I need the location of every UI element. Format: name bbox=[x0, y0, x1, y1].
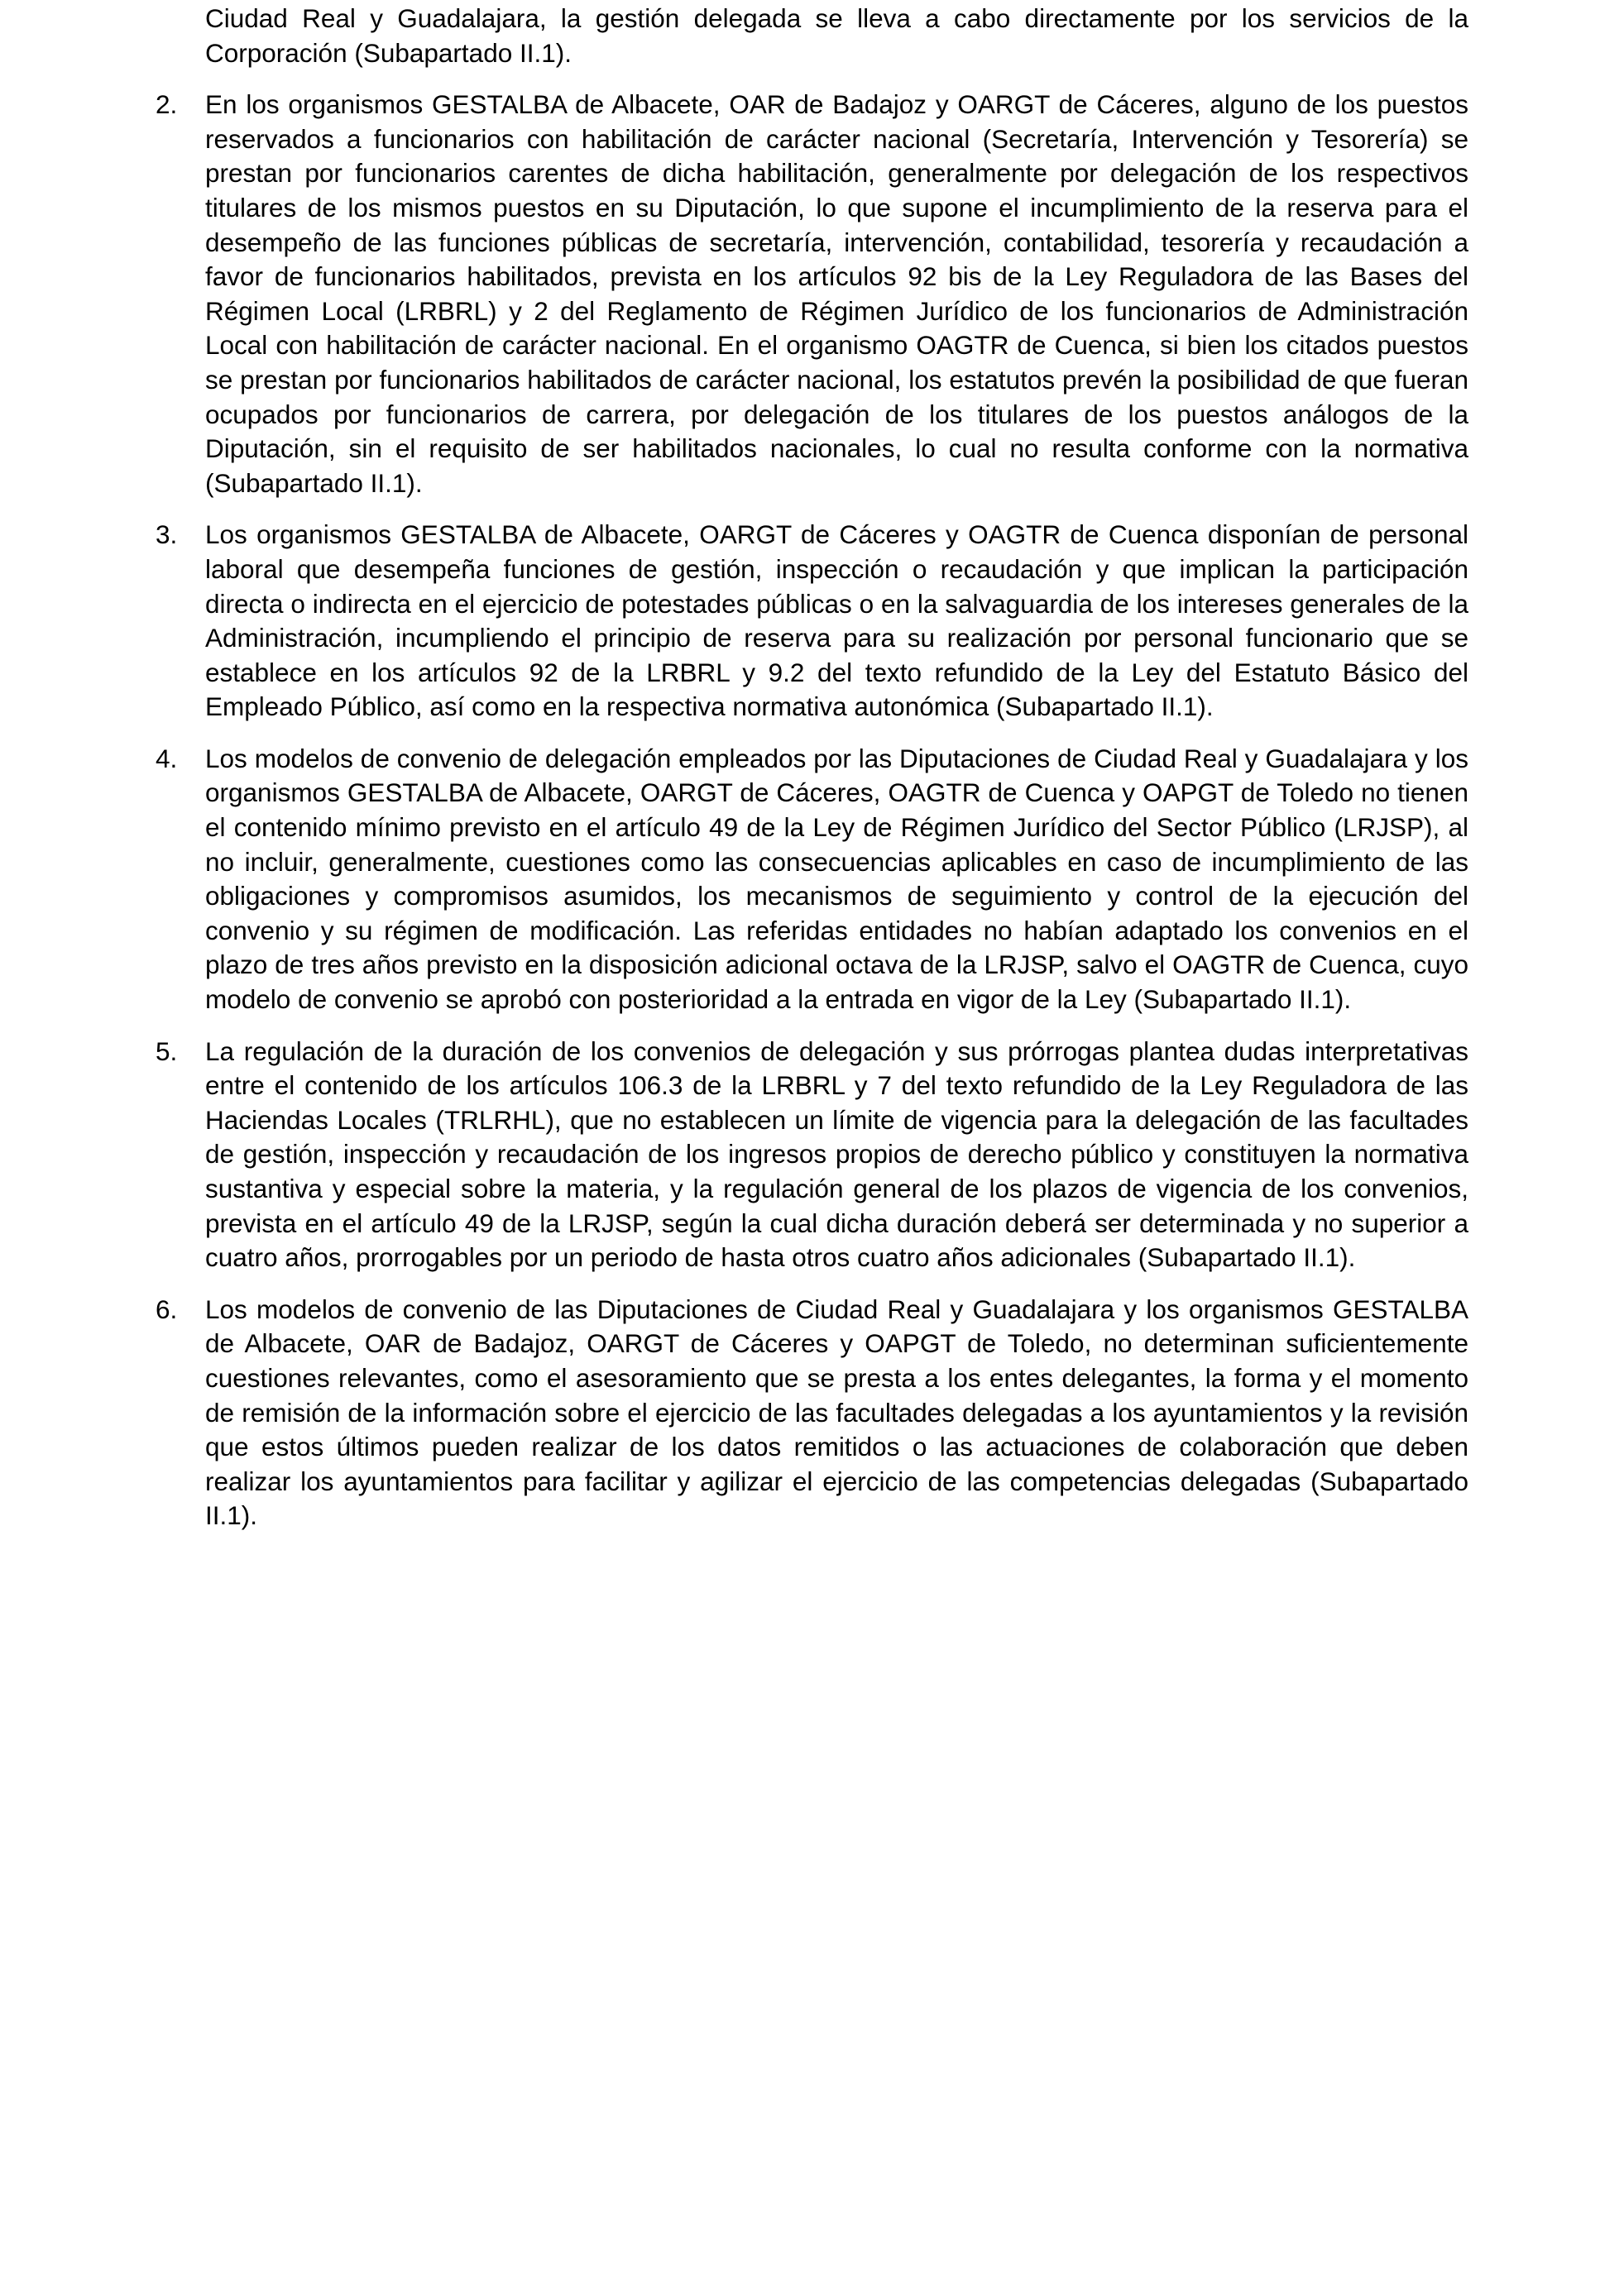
list-item-text: Los organismos GESTALBA de Albacete, OARGT de Cáceres y OAGTR de Cuenca disponían de personal laboral que desempeña funciones de gestión, inspección o recaudación y que implican la participación directa o indirecta en el ejercicio de potestades públicas o en la salvaguardia de los intereses generales de la Administración, incumpliendo el principio de reserva para su realización por personal funcionario que se establece en los artículos 92 de la LRBRL y 9.2 del texto refundido de la Ley del Estatuto Básico del Empleado Público, así como en la respectiva normativa autonómica (Subapartado II.1). bbox=[205, 519, 1468, 722]
list-item-text: Los modelos de convenio de delegación empleados por las Diputaciones de Ciudad Real y Guadalajara y los organismos GESTALBA de Albacete, OARGT de Cáceres, OAGTR de Cuenca y OAPGT de Toledo no tienen el contenido mínimo previsto en el artículo 49 de la Ley de Régimen Jurídico del Sector Público (LRJSP), al no incluir, generalmente, cuestiones como las consecuencias aplicables en caso de incumplimiento de las obligaciones y compromisos asumidos, los mecanismos de seguimiento y control de la ejecución del convenio y su régimen de modificación. Las referidas entidades no habían adaptado los convenios en el plazo de tres años previsto en la disposición adicional octava de la LRJSP, salvo el OAGTR de Cuenca, cuyo modelo de convenio se aprobó con posterioridad a la entrada en vigor de la Ley (Subapartado II.1). bbox=[205, 743, 1468, 1015]
document-body bbox=[156, 0, 1468, 1533]
list-item-number: 4. bbox=[156, 743, 178, 773]
list-item-2 bbox=[156, 88, 1468, 500]
list-item-number: 2. bbox=[156, 89, 178, 120]
list-item-4 bbox=[156, 742, 1468, 1017]
list-item-number: 6. bbox=[156, 1294, 178, 1324]
continuation-paragraph: Ciudad Real y Guadalajara, la gestión delegada se lleva a cabo directamente por los servicios de la Corporación (Subapartado II.1). bbox=[205, 3, 1468, 68]
list-item-text: En los organismos GESTALBA de Albacete, OAR de Badajoz y OARGT de Cáceres, alguno de los puestos reservados a funcionarios con habilitación de carácter nacional (Secretaría, Intervención y Tesorería) se prestan por funcionarios carentes de dicha habilitación, generalmente por delegación de los respectivos titulares de los mismos puestos en su Diputación, lo que supone el incumplimiento de la reserva para el desempeño de las funciones públicas de secretaría, intervención, contabilidad, tesorería y recaudación a favor de funcionarios habilitados, prevista en los artículos 92 bis de la Ley Reguladora de las Bases del Régimen Local (LRBRL) y 2 del Reglamento de Régimen Jurídico de los funcionarios de Administración Local con habilitación de carácter nacional. En el organismo OAGTR de Cuenca, si bien los citados puestos se prestan por funcionarios habilitados de carácter nacional, los estatutos prevén la posibilidad de que fueran ocupados por funcionarios de carrera, por delegación de los titulares de los puestos análogos de la Diputación, sin el requisito de ser habilitados nacionales, lo cual no resulta conforme con la normativa (Subapartado II.1). bbox=[205, 89, 1468, 498]
list-item-6 bbox=[156, 1293, 1468, 1533]
list-item-number: 3. bbox=[156, 519, 178, 550]
list-item-number: 5. bbox=[156, 1036, 178, 1066]
list-item-5 bbox=[156, 1035, 1468, 1275]
list-item-text: Los modelos de convenio de las Diputaciones de Ciudad Real y Guadalajara y los organismos GESTALBA de Albacete, OAR de Badajoz, OARGT de Cáceres y OAPGT de Toledo, no determinan suficientemente cuestiones relevantes, como el asesoramiento que se presta a los entes delegantes, la forma y el momento de remisión de la información sobre el ejercicio de las facultades delegadas a los ayuntamientos y la revisión que estos últimos pueden realizar de los datos remitidos o las actuaciones de colaboración que deben realizar los ayuntamientos para facilitar y agilizar el ejercicio de las competencias delegadas (Subapartado II.1). bbox=[205, 1294, 1468, 1531]
list-item-3 bbox=[156, 518, 1468, 725]
list-item-text: La regulación de la duración de los convenios de delegación y sus prórrogas plantea dudas interpretativas entre el contenido de los artículos 106.3 de la LRBRL y 7 del texto refundido de la Ley Reguladora de las Haciendas Locales (TRLRHL), que no establecen un límite de vigencia para la delegación de las facultades de gestión, inspección y recaudación de los ingresos propios de derecho público y constituyen la normativa sustantiva y especial sobre la materia, y la regulación general de los plazos de vigencia de los convenios, prevista en el artículo 49 de la LRJSP, según la cual dicha duración deberá ser determinada y no superior a cuatro años, prorrogables por un periodo de hasta otros cuatro años adicionales (Subapartado II.1). bbox=[205, 1036, 1468, 1273]
